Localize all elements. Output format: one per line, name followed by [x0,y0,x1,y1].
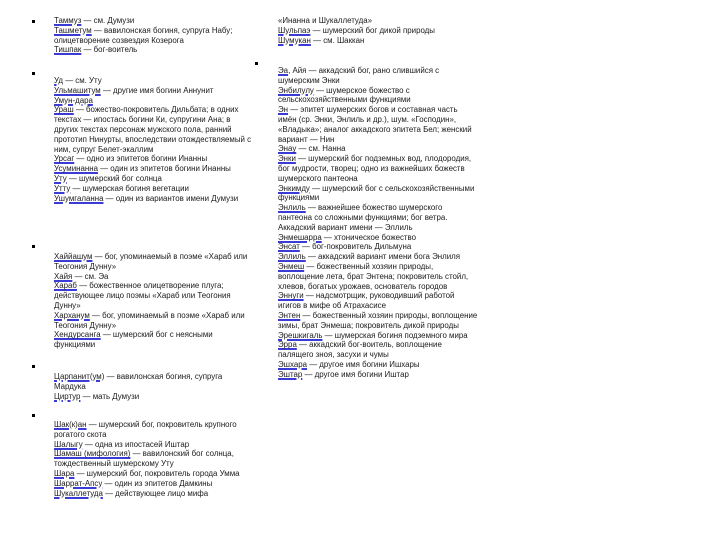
entry-link[interactable]: Эллиль [278,252,306,262]
entry-text: — один из вариантов имени Думузи [103,193,239,203]
entry-text: — другие имя богини Аннунит [100,85,214,95]
glossary-entry [54,76,254,86]
entry-text: — один из эпитетов Дамкины [102,478,213,488]
entry-text: — другое имя богини Ишхары [307,359,420,369]
entry-link[interactable]: Ташметум [54,25,92,35]
entry-link[interactable]: Ураш [54,105,74,115]
entry-text: — божественное олицетворение плуга; действующее лицо поэмы «Хараб или Теогония Дунну» [54,281,231,310]
glossary-entry [278,86,478,106]
entry-text: — бог, упоминаемый в поэме «Хараб или Теогония Дунну» [54,252,248,271]
entry-link[interactable]: Усуминанна [54,164,98,174]
entry-link[interactable]: Эа [278,66,289,75]
glossary-entry [278,105,478,144]
section-t [54,16,254,55]
list-bullet [32,72,35,75]
entry-link[interactable]: Шак(к)ан [54,420,87,429]
glossary-entry [278,262,478,291]
glossary-entry [54,252,254,272]
glossary-entry [54,489,254,499]
entry-text: «Инанна и Шукаллетуда» [278,16,372,25]
glossary-entry [278,242,478,252]
entry-link[interactable]: Шукаллетуда [54,488,103,498]
entry-link[interactable]: Хендурсанга [54,330,101,340]
list-bullet [32,414,35,417]
glossary-entry [278,340,478,360]
glossary-entry [278,154,478,183]
entry-text: — шумерская богиня подземного мира [322,330,468,340]
glossary-entry [278,203,478,232]
section-ts [54,372,254,401]
list-bullet [255,62,258,65]
glossary-entry [278,331,478,341]
glossary-entry [54,281,254,310]
glossary-entry [54,392,254,402]
entry-text: — вавилонский бог солнца, тождественный шумерскому Уту [54,449,234,469]
entry-text: — шумерский бог с неясными функциями [54,330,213,350]
entry-text: , Айя — аккадский бог, рано слившийся с шумерским Энки [278,66,440,85]
entry-text: — эпитет шумерских богов и составная часть имён (ср. Энки, Энлиль и др.), шум. «Господин», «Владыка»; аналог аккадского эпитета Бел; женский вариант — Нин [278,105,472,144]
entry-text: — один из эпитетов богини Инанны [97,164,231,174]
entry-link[interactable]: Шульпаэ [278,25,311,35]
glossary-entry [54,272,254,282]
glossary-entry [278,26,478,36]
entry-link[interactable]: Энки [278,154,296,164]
glossary-entry [278,252,478,262]
entry-link[interactable]: Эннуги [278,291,304,301]
entry-link[interactable]: Шалыгу [54,439,83,449]
entry-text: — шумерский бог подземных вод, плодородия, бог мудрости, творец; одно из важнейших божеств шумерского пантеона [278,154,472,183]
entry-link[interactable]: Ульмашитум [54,85,101,95]
entry-link[interactable]: Утту [54,183,71,193]
entry-text: — одно из эпитетов богини Инанны [74,154,208,164]
glossary-entry [54,45,254,55]
list-bullet [32,365,35,368]
entry-link[interactable]: Хайя [54,271,73,281]
entry-link[interactable]: Энмеш [278,261,305,271]
entry-link[interactable]: Эшхара [278,359,308,369]
entry-link[interactable]: Ушумгаланна [54,193,104,203]
entry-link[interactable]: Хараб [54,281,77,291]
entry-link[interactable]: Царпанит(ум) [54,372,105,381]
glossary-entry [54,420,254,440]
glossary-entry [278,233,478,243]
glossary-entry [54,174,254,184]
entry-link[interactable]: Эн [278,105,289,115]
section-u [54,76,254,203]
glossary-entry [54,330,254,350]
list-bullet [32,245,35,248]
glossary-entry [54,154,254,164]
entry-link[interactable]: Шумукан [278,35,311,45]
glossary-entry [54,16,254,26]
entry-link[interactable]: Энтен [278,310,301,320]
glossary-entry [54,96,254,106]
glossary-entry [54,86,254,96]
section-sh-cont [278,16,478,45]
entry-text: — шумерский бог, покровитель крупного рогатого скота [54,420,237,439]
glossary-entry [54,184,254,194]
entry-link[interactable]: Урсаг [54,154,75,164]
entry-link[interactable]: Шара [54,468,75,478]
entry-text: — вавилонская богиня, супруга Мардука [54,372,223,391]
entry-text: — см. Думузи [81,16,135,25]
entry-text: — см. Эа [72,271,109,281]
entry-text: — шумерский бог, покровитель города Умма [74,468,240,478]
entry-link[interactable]: Эштар [278,369,303,379]
entry-text: — божественный хозяин природы, воплощение лета, брат Энтена; покровитель стойл, хлевов, богатых урожаев, основатель городов [278,261,469,291]
entry-text: — шумерский бог с сельскохозяйственными функциями [278,183,475,203]
entry-text: — божественный хозяин природы, воплощение зимы, брат Энмеша; покровитель дикой природы [278,310,478,330]
glossary-entry [278,370,478,380]
entry-text: — шумерский бог солнца [66,173,162,183]
glossary-entry [54,469,254,479]
entry-text: — см. Уту [63,76,102,85]
entry-text: — божество-покровитель Дильбата; в одних текстах — ипостась богини Ки, супругини Ана; в других текстах персонаж мужского пола, ранний прототип Нинурты, впоследствии отождествляемый с ним, супруг Белет-экаллим [54,105,252,154]
glossary-entry [278,291,478,311]
entry-text: — важнейшее божество шумерского пантеона со сложными функциями; бог ветра. Аккадский вариант имени — Эллиль [278,203,448,232]
glossary-entry [54,440,254,450]
entry-link[interactable]: Эрешкигаль [278,330,323,340]
glossary-entry [54,449,254,469]
entry-text: — мать Думузи [80,391,140,401]
entry-text: — см. Шаккан [310,35,365,45]
list-bullet [32,20,35,23]
entry-link[interactable]: Тишпак [54,45,82,55]
entry-link[interactable]: Энсат [278,242,300,252]
entry-text: — хтоническое божество [321,232,417,242]
entry-link[interactable]: Таммуз [54,16,82,25]
entry-link[interactable]: Шамаш (мифология) [54,449,131,459]
section-e [278,66,478,380]
glossary-entry [278,311,478,331]
entry-text: — бог, упоминаемый в поэме «Хараб или Теогония Дунну» [54,310,245,330]
glossary-entry [278,144,478,154]
entry-link[interactable]: Энбилулу [278,85,314,95]
entry-link[interactable]: Энлиль [278,203,306,213]
entry-link[interactable]: Уд [54,76,63,85]
entry-text: — шумерская богиня вегетации [70,183,189,193]
entry-link[interactable]: Шаррат-Апсу [54,478,103,488]
entry-text: — вавилонская богиня, супруга Набу; олицетворение созвездия Козерога [54,25,233,45]
entry-text: — надсмотрщик, руководивший работой игигов в мифе об Атрахасисе [278,291,455,311]
entry-text: — см. Нанна [296,144,346,154]
entry-link[interactable]: Умун-дара [54,95,93,105]
entry-text: — другое имя богини Иштар [302,369,409,379]
glossary-entry [278,16,478,26]
entry-text: — аккадский вариант имени бога Энлиля [305,252,461,262]
entry-link[interactable]: Циртур [54,391,81,401]
glossary-entry [54,311,254,331]
entry-link[interactable]: Энау [278,144,297,154]
section-sh [54,420,254,498]
glossary-entry [54,26,254,46]
entry-link[interactable]: Уту [54,173,67,183]
entry-link[interactable]: Харханум [54,310,90,320]
entry-text: — бог-воитель [81,45,138,55]
entry-link[interactable]: Хаййашум [54,252,93,261]
entry-text: — одна из ипостасей Иштар [82,439,190,449]
glossary-entry [278,36,478,46]
glossary-entry [54,105,254,154]
entry-link[interactable]: Эрра [278,340,297,350]
glossary-entry [278,184,478,204]
glossary-entry [54,164,254,174]
glossary-entry [54,372,254,392]
entry-text: — шумерское божество с сельскохозяйственными функциями [278,85,411,105]
section-kh [54,252,254,350]
entry-link[interactable]: Энкимду [278,183,310,193]
glossary-entry [54,479,254,489]
entry-text: — бог-покровитель Дильмуна [299,242,412,252]
entry-link[interactable]: Энмешарра [278,232,322,242]
entry-text: — аккадский бог-воитель, воплощение палящего зноя, засухи и чумы [278,340,442,360]
entry-text: — шумерский бог дикой природы [310,25,435,35]
glossary-entry [278,66,478,86]
entry-text: — действующее лицо мифа [102,488,209,498]
glossary-entry [54,194,254,204]
glossary-entry [278,360,478,370]
